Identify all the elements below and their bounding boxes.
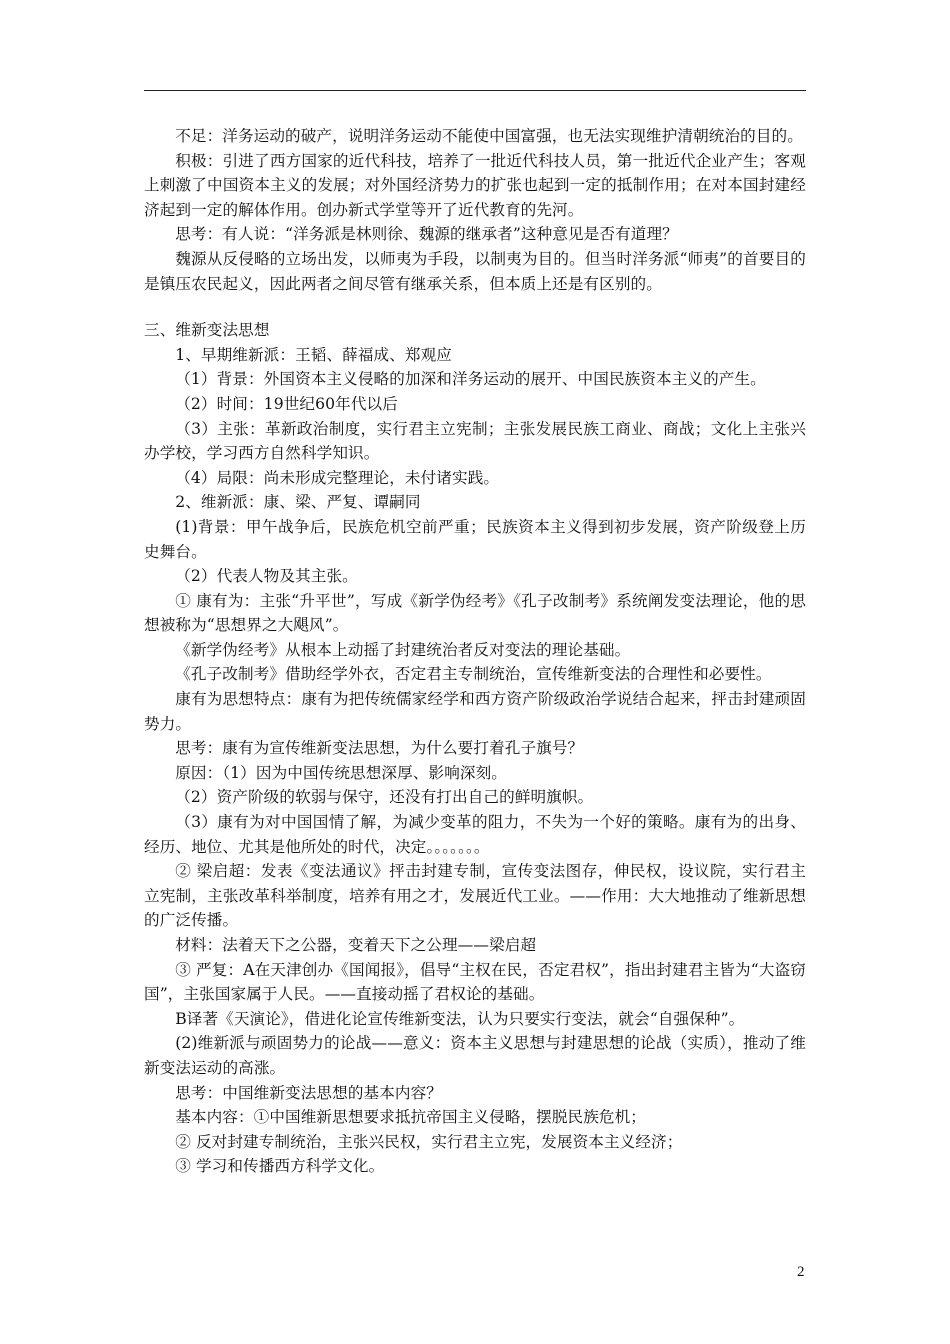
paragraph-question-2: 思考：康有为宣传维新变法思想，为什么要打着孔子旗号？ xyxy=(175,739,584,758)
paragraph-time: （2）时间：19世纪60年代以后 xyxy=(175,394,398,413)
section-spacer xyxy=(144,296,806,318)
paragraph-liang-qichao: ② 梁启超：发表《变法通议》抨击封建专制，宣传变法图存，伸民权，设议院，实行君主立宪制，主张改革科举制度，培养有用之才，发展近代工业。——作用：大大地推动了维新思想的广泛传播。 xyxy=(144,862,806,930)
paragraph-question-3: 思考：中国维新变法思想的基本内容？ xyxy=(175,1083,442,1102)
paragraph-yan-fu-b: B译著《天演论》，借进化论宣传维新变法，认为只要实行变法，就会“自强保种”。 xyxy=(175,1009,745,1028)
paragraph-xinxue: 《新学伪经考》从根本上动摇了封建统治者反对变法的理论基础。 xyxy=(175,640,631,659)
paragraph-kang-youwei: ① 康有为：主张“升平世”，写成《新学伪经考》《孔子改制考》系统阐发变法理论，他的思想被称为“思想界之大飓风”。 xyxy=(144,591,806,635)
paragraph-kongzi: 《孔子改制考》借助经学外衣，否定君主专制统治，宣传维新变法的合理性和必要性。 xyxy=(175,665,772,684)
paragraph-limitation: （4）局限：尚未形成完整理论，未付诸实践。 xyxy=(175,468,500,487)
document-body xyxy=(144,124,806,1179)
paragraph-debate: (2)维新派与顽固势力的论战——意义：资本主义思想与封建思想的论战（实质），推动了维新变法运动的高涨。 xyxy=(144,1034,806,1077)
paragraph-proposal: （3）主张：革新政治制度，实行君主立宪制；主张发展民族工商业、商战；文化上主张兴办学校，学习西方自然科学知识。 xyxy=(144,419,806,463)
paragraph-answer-1: 魏源从反侵略的立场出发，以师夷为手段，以制夷为目的。但当时洋务派“师夷”的首要目的是镇压农民起义，因此两者之间尽管有继承关系，但本质上还是有区别的。 xyxy=(144,249,806,293)
section-heading: 三、维新变法思想 xyxy=(144,321,270,340)
paragraph-yan-fu-a: ③ 严复：A在天津创办《国闻报》，倡导“主权在民，否定君权”，指出封建君主皆为“大盗窃国”，主张国家属于人民。——直接动摇了君权论的基础。 xyxy=(144,960,806,1004)
paragraph-kang-features: 康有为思想特点：康有为把传统儒家经学和西方资产阶级政治学说结合起来，抨击封建顽固势力。 xyxy=(144,690,806,733)
paragraph-early-reformers: 1、早期维新派：王韬、薛福成、郑观应 xyxy=(175,345,453,364)
page-number: 2 xyxy=(797,1264,805,1280)
header-rule xyxy=(144,90,806,91)
paragraph-basic-content: 基本内容：①中国维新思想要求抵抗帝国主义侵略，摆脱民族危机； xyxy=(175,1108,647,1127)
paragraph-reason-3: （3）康有为对中国国情了解，为减少变革的阻力，不失为一个好的策略。康有为的出身、经历、地位、尤其是他所处的时代，决定。。。。。。。 xyxy=(144,813,806,856)
paragraph-representatives: （2）代表人物及其主张。 xyxy=(175,567,358,586)
paragraph-positive: 积极：引进了西方国家的近代科技，培养了一批近代科技人员，第一批近代企业产生；客观上刺激了中国资本主义的发展；对外国经济势力的扩张也起到一定的抵制作用；在对本国封建经济起到一定的解体作用。创办新式学堂等开了近代教育的先河。 xyxy=(144,151,806,219)
paragraph-learn-west: ③ 学习和传播西方科学文化。 xyxy=(175,1157,385,1176)
paragraph-reason-1: 原因：（1）因为中国传统思想深厚、影响深刻。 xyxy=(175,763,507,782)
paragraph-material: 材料：法着天下之公器，变着天下之公理——梁启超 xyxy=(175,936,537,954)
paragraph-background-1: （1）背景：外国资本主义侵略的加深和洋务运动的展开、中国民族资本主义的产生。 xyxy=(175,370,766,389)
paragraph-shortcomings: 不足：洋务运动的破产，说明洋务运动不能使中国富强，也无法实现维护清朝统治的目的。 xyxy=(175,127,803,145)
paragraph-question-1: 思考：有人说：“洋务派是林则徐、魏源的继承者”这种意见是否有道理？ xyxy=(175,225,678,244)
paragraph-background-2: (1)背景：甲午战争后，民族危机空前严重；民族资本主义得到初步发展，资产阶级登上历史舞台。 xyxy=(144,517,806,561)
paragraph-reason-2: （2）资产阶级的软弱与保守，还没有打出自己的鲜明旗帜。 xyxy=(175,788,594,807)
paragraph-oppose-autocracy: ② 反对封建专制统治，主张兴民权，实行君主立宪，发展资本主义经济； xyxy=(175,1132,683,1151)
paragraph-reformers: 2、维新派：康、梁、严复、谭嗣同 xyxy=(175,493,421,512)
